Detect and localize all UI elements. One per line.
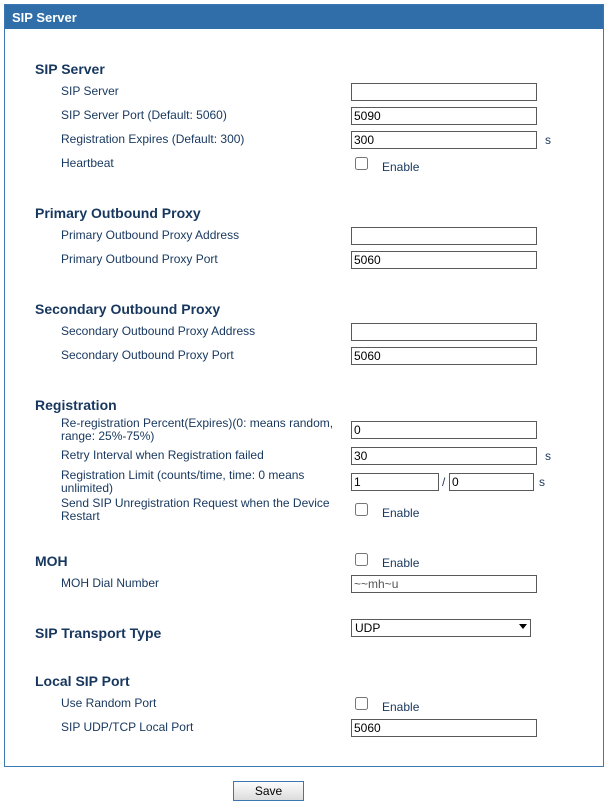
save-button[interactable]: Save <box>233 781 304 801</box>
send-unregistration-checkbox[interactable] <box>355 503 368 516</box>
registration-expires-unit: s <box>545 133 551 147</box>
retry-interval-input[interactable] <box>351 447 537 465</box>
registration-limit-unit: s <box>539 475 545 489</box>
primary-proxy-address-input[interactable] <box>351 227 537 245</box>
section-local-sip-port: Local SIP Port <box>35 673 130 689</box>
heartbeat-checkbox[interactable] <box>355 157 368 170</box>
use-random-port-enable-label: Enable <box>382 700 420 714</box>
section-transport-type: SIP Transport Type <box>35 625 162 641</box>
reregistration-percent-input[interactable] <box>351 421 537 439</box>
sip-server-port-input[interactable] <box>351 107 537 125</box>
section-moh: MOH <box>35 553 68 569</box>
use-random-port-label: Use Random Port <box>61 696 157 710</box>
primary-proxy-address-label: Primary Outbound Proxy Address <box>61 228 240 242</box>
panel-title: SIP Server <box>12 10 77 25</box>
heartbeat-enable-label: Enable <box>382 160 420 174</box>
section-primary-proxy: Primary Outbound Proxy <box>35 205 201 221</box>
transport-type-selected: UDP <box>355 621 381 635</box>
local-port-label: SIP UDP/TCP Local Port <box>61 720 194 734</box>
registration-limit-time-input[interactable] <box>449 473 534 491</box>
registration-limit-label-line2: unlimited) <box>61 481 114 495</box>
registration-limit-label-line1: Registration Limit (counts/time, time: 0 means <box>61 468 305 482</box>
reregistration-percent-label-line1: Re-registration Percent(Expires)(0: means random, <box>61 416 334 430</box>
moh-dial-number-label: MOH Dial Number <box>61 576 160 590</box>
send-unregistration-label-line2: Restart <box>61 509 100 523</box>
panel-header <box>5 5 603 29</box>
secondary-proxy-port-label: Secondary Outbound Proxy Port <box>61 348 234 362</box>
sip-server-port-label: SIP Server Port (Default: 5060) <box>61 108 227 122</box>
secondary-proxy-port-input[interactable] <box>351 347 537 365</box>
registration-expires-input[interactable] <box>351 131 537 149</box>
retry-interval-label: Retry Interval when Registration failed <box>61 448 264 462</box>
retry-interval-unit: s <box>545 449 551 463</box>
moh-checkbox[interactable] <box>355 553 368 566</box>
local-port-input[interactable] <box>351 719 537 737</box>
primary-proxy-port-label: Primary Outbound Proxy Port <box>61 252 218 266</box>
registration-limit-counts-input[interactable] <box>351 473 439 491</box>
sip-server-input[interactable] <box>351 83 537 101</box>
secondary-proxy-address-label: Secondary Outbound Proxy Address <box>61 324 256 338</box>
sip-server-label: SIP Server <box>61 84 119 98</box>
section-secondary-proxy: Secondary Outbound Proxy <box>35 301 221 317</box>
send-unregistration-enable-label: Enable <box>382 506 420 520</box>
use-random-port-checkbox[interactable] <box>355 697 368 710</box>
moh-dial-number-input[interactable] <box>351 575 537 593</box>
registration-limit-label <box>61 469 304 495</box>
secondary-proxy-address-input[interactable] <box>351 323 537 341</box>
section-sip-server: SIP Server <box>35 61 105 77</box>
registration-limit-separator: / <box>442 475 446 489</box>
moh-enable-label: Enable <box>382 556 420 570</box>
reregistration-percent-label <box>61 417 333 443</box>
heartbeat-label: Heartbeat <box>61 156 114 170</box>
section-registration: Registration <box>35 397 117 413</box>
transport-type-select[interactable] <box>351 619 531 637</box>
primary-proxy-port-input[interactable] <box>351 251 537 269</box>
send-unregistration-label <box>61 497 330 523</box>
reregistration-percent-label-line2: range: 25%-75%) <box>61 429 155 443</box>
registration-expires-label: Registration Expires (Default: 300) <box>61 132 245 146</box>
send-unregistration-label-line1: Send SIP Unregistration Request when the Device <box>61 496 330 510</box>
chevron-down-icon <box>519 624 527 629</box>
